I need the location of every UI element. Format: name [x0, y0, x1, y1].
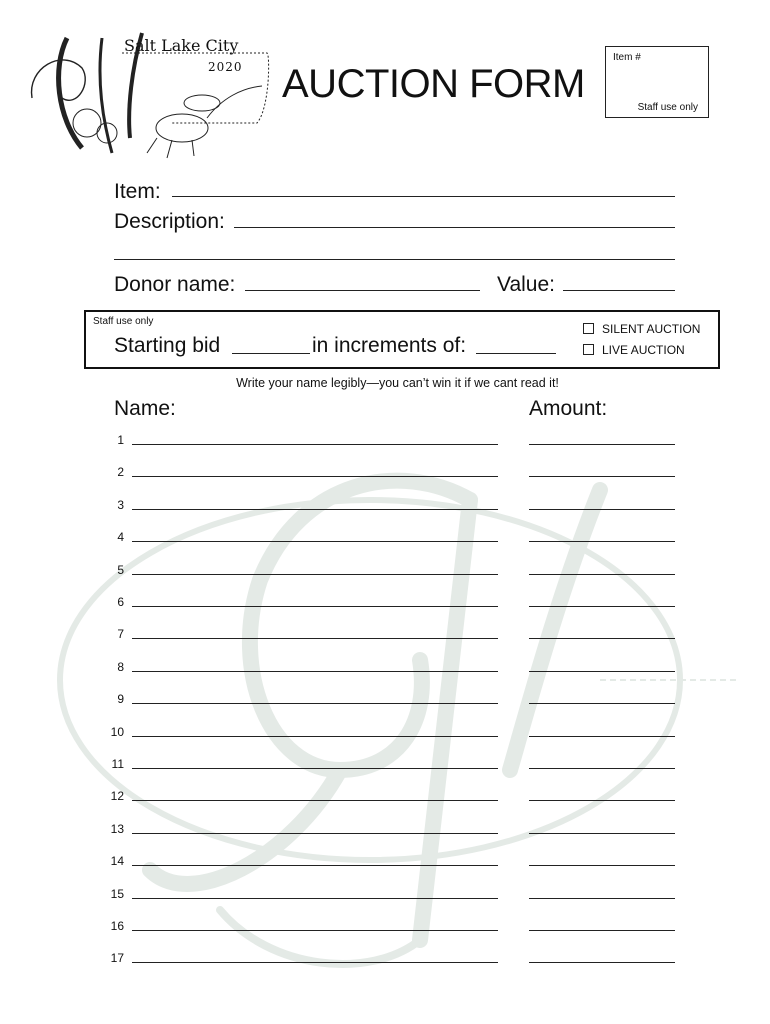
bid-amount-line[interactable] [529, 606, 675, 607]
bid-row-number: 7 [117, 627, 124, 642]
bid-name-line[interactable] [132, 736, 498, 737]
description-line[interactable] [234, 227, 675, 228]
staff-use-label: Staff use only [93, 316, 154, 327]
item-number-box[interactable] [605, 46, 709, 118]
value-label: Value: [497, 273, 555, 296]
bid-amount-line[interactable] [529, 541, 675, 542]
amount-column-header: Amount: [529, 397, 608, 420]
bid-amount-line[interactable] [529, 898, 675, 899]
bid-row-number: 14 [110, 854, 124, 869]
instruction-text: Write your name legibly—you can’t win it if we cant read it! [236, 376, 559, 390]
bid-row-number: 16 [110, 919, 124, 933]
bid-name-line[interactable] [132, 865, 498, 866]
description-label: Description: [114, 210, 225, 233]
bid-row [0, 465, 770, 485]
live-auction-checkbox[interactable] [583, 344, 594, 355]
bid-amount-line[interactable] [529, 509, 675, 510]
bid-row-number: 5 [117, 562, 124, 577]
silent-auction-checkbox[interactable] [583, 323, 594, 334]
bid-row-number: 9 [117, 692, 124, 707]
bid-name-line[interactable] [132, 833, 498, 834]
bid-row [0, 627, 770, 647]
bid-amount-line[interactable] [529, 962, 675, 963]
bid-name-line[interactable] [132, 509, 498, 510]
bid-row-number: 3 [117, 497, 124, 512]
increments-line[interactable] [476, 353, 556, 354]
bid-row [0, 725, 770, 745]
bid-row-number: 17 [110, 951, 124, 966]
description-line-2[interactable] [114, 259, 675, 260]
bid-name-line[interactable] [132, 800, 498, 801]
bid-name-line[interactable] [132, 444, 498, 445]
live-auction-label: LIVE AUCTION [602, 343, 685, 357]
bid-row-number: 6 [117, 595, 124, 609]
bid-row [0, 854, 770, 874]
bid-name-line[interactable] [132, 703, 498, 704]
bid-amount-line[interactable] [529, 444, 675, 445]
bid-row-number: 1 [117, 433, 124, 447]
name-column-header: Name: [114, 397, 176, 420]
bid-row-number: 10 [110, 724, 124, 739]
bid-row-number: 15 [110, 886, 124, 901]
item-number-label: Item # [613, 52, 641, 63]
item-line[interactable] [172, 196, 675, 197]
bid-name-line[interactable] [132, 574, 498, 575]
bid-row [0, 951, 770, 971]
bid-row [0, 919, 770, 939]
logo-year-text: 2020 [208, 60, 243, 74]
staff-use-box [84, 310, 720, 369]
donor-name-line[interactable] [245, 290, 480, 291]
bid-amount-line[interactable] [529, 930, 675, 931]
staff-use-note: Staff use only [637, 102, 698, 113]
silent-auction-label: SILENT AUCTION [602, 322, 701, 336]
bid-row [0, 595, 770, 615]
starting-bid-label: Starting bid [114, 334, 221, 357]
increments-label: in increments of: [312, 334, 467, 357]
bid-amount-line[interactable] [529, 671, 675, 672]
bid-name-line[interactable] [132, 606, 498, 607]
bid-amount-line[interactable] [529, 574, 675, 575]
value-line[interactable] [563, 290, 675, 291]
bid-name-line[interactable] [132, 930, 498, 931]
bid-name-line[interactable] [132, 768, 498, 769]
bid-row [0, 757, 770, 777]
bid-amount-line[interactable] [529, 865, 675, 866]
bid-row [0, 433, 770, 453]
bid-amount-line[interactable] [529, 768, 675, 769]
bid-row-number: 4 [117, 530, 124, 545]
bid-row-number: 13 [110, 821, 124, 836]
bid-amount-line[interactable] [529, 476, 675, 477]
bid-name-line[interactable] [132, 671, 498, 672]
bid-row [0, 660, 770, 680]
bid-row-number: 2 [117, 465, 124, 480]
bid-name-line[interactable] [132, 476, 498, 477]
logo-city-text: Salt Lake City [124, 36, 239, 55]
form-title: AUCTION FORM [282, 62, 585, 106]
bid-row-number: 8 [117, 659, 124, 674]
bid-row [0, 692, 770, 712]
starting-bid-line[interactable] [232, 353, 310, 354]
bid-amount-line[interactable] [529, 703, 675, 704]
bid-row [0, 887, 770, 907]
bid-row [0, 563, 770, 583]
bid-row [0, 822, 770, 842]
bid-name-line[interactable] [132, 638, 498, 639]
bid-name-line[interactable] [132, 541, 498, 542]
donor-name-label: Donor name: [114, 273, 236, 296]
bid-row-number: 11 [111, 757, 124, 771]
watermark-monogram [40, 440, 740, 1000]
bid-name-line[interactable] [132, 962, 498, 963]
bid-name-line[interactable] [132, 898, 498, 899]
bid-amount-line[interactable] [529, 736, 675, 737]
bid-row [0, 498, 770, 518]
bid-amount-line[interactable] [529, 833, 675, 834]
bid-row [0, 530, 770, 550]
bid-amount-line[interactable] [529, 800, 675, 801]
bid-amount-line[interactable] [529, 638, 675, 639]
bid-row-number: 12 [110, 789, 124, 804]
bid-row [0, 789, 770, 809]
item-label: Item: [114, 180, 161, 203]
